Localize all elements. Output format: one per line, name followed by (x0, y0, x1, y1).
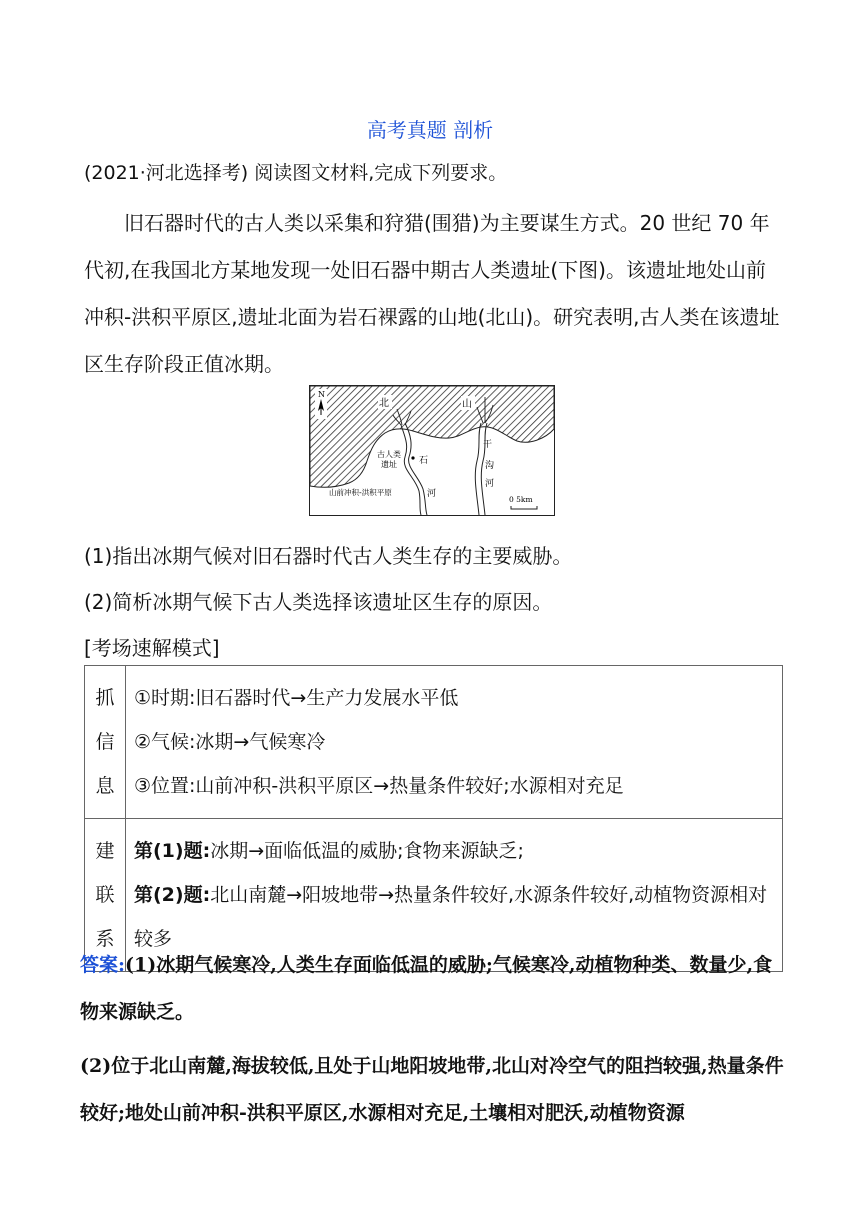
table-row-grab-info (85, 666, 783, 819)
question-2: (2)简析冰期气候下古人类选择该遗址区生存的原因。 (84, 590, 553, 614)
row-label-char: 建 (95, 840, 115, 862)
map-label-shan: 山 (462, 399, 472, 410)
info-line-period: ①时期:旧石器时代→生产力发展水平低 (134, 687, 459, 709)
row-label-char: 抓 (95, 687, 115, 709)
solving-mode-heading: [考场速解模式] (84, 636, 220, 660)
north-label: N (318, 390, 325, 399)
row-label-char: 信 (95, 731, 115, 753)
row-content-grab-info (126, 666, 783, 819)
map-label-site-1: 古人类 (377, 450, 401, 459)
link-item-1 (134, 829, 772, 873)
row-label-char: 息 (95, 775, 115, 797)
map-label-bei: 北 (379, 398, 389, 409)
answer-part-1-text: (1)冰期气候寒冷,人类生存面临低温的威胁;气候寒冷,动植物种类、数量少,食物来源缺乏。 (80, 954, 773, 1023)
row-label-grab-info (85, 666, 126, 819)
answer-part-2: (2)位于北山南麓,海拔较低,且处于山地阳坡地带,北山对冷空气的阻挡较强,热量条件较好;地处山前冲积-洪积平原区,水源相对充足,土壤相对肥沃,动植物资源 (80, 1055, 784, 1124)
site-map (309, 385, 555, 516)
map-label-plain: 山前冲积-洪积平原 (329, 488, 392, 497)
site-marker (411, 456, 414, 459)
question-source: (2021·河北选择考) 阅读图文材料,完成下列要求。 (84, 162, 508, 184)
link-item-1-text: 冰期→面临低温的威胁;食物来源缺乏; (210, 840, 524, 862)
map-label-site-2: 遗址 (381, 460, 397, 469)
section-title: 高考真题 剖析 (366, 118, 494, 142)
map-label-shi: 石 (419, 456, 429, 466)
intro-paragraph: 旧石器时代的古人类以采集和狩猎(围猎)为主要谋生方式。20 世纪 70 年代初,在我国北方某地发现一处旧石器中期古人类遗址(下图)。该遗址地处山前冲积-洪积平原区,遗址北面为岩石裸露的山地(北山)。研究表明,古人类在该遗址区生存阶段正值冰期。 (84, 211, 780, 376)
link-item-2-text: 北山南麓→阳坡地带→热量条件较好,水源条件较好,动植物资源相对较多 (134, 884, 768, 950)
analysis-table (84, 665, 783, 972)
map-scale-label: 0 5km (509, 495, 533, 504)
info-line-climate: ②气候:冰期→气候寒冷 (134, 731, 326, 753)
answer-label: 答案: (80, 954, 126, 976)
answer-block (80, 942, 784, 1144)
map-label-he2: 河 (485, 479, 495, 489)
row-label-char: 系 (95, 928, 115, 950)
question-1: (1)指出冰期气候对旧石器时代古人类生存的主要威胁。 (84, 544, 573, 568)
link-item-1-label: 第(1)题: (134, 840, 211, 862)
answer-part-1 (80, 942, 784, 1036)
map-figure (309, 385, 555, 516)
map-label-gan: 干 (483, 440, 493, 450)
map-label-gou: 沟 (485, 461, 495, 471)
info-line-location: ③位置:山前冲积-洪积平原区→热量条件较好;水源相对充足 (134, 775, 624, 797)
map-label-he: 河 (427, 489, 437, 499)
link-item-2-label: 第(2)题: (134, 884, 211, 906)
row-label-char: 联 (95, 884, 115, 906)
